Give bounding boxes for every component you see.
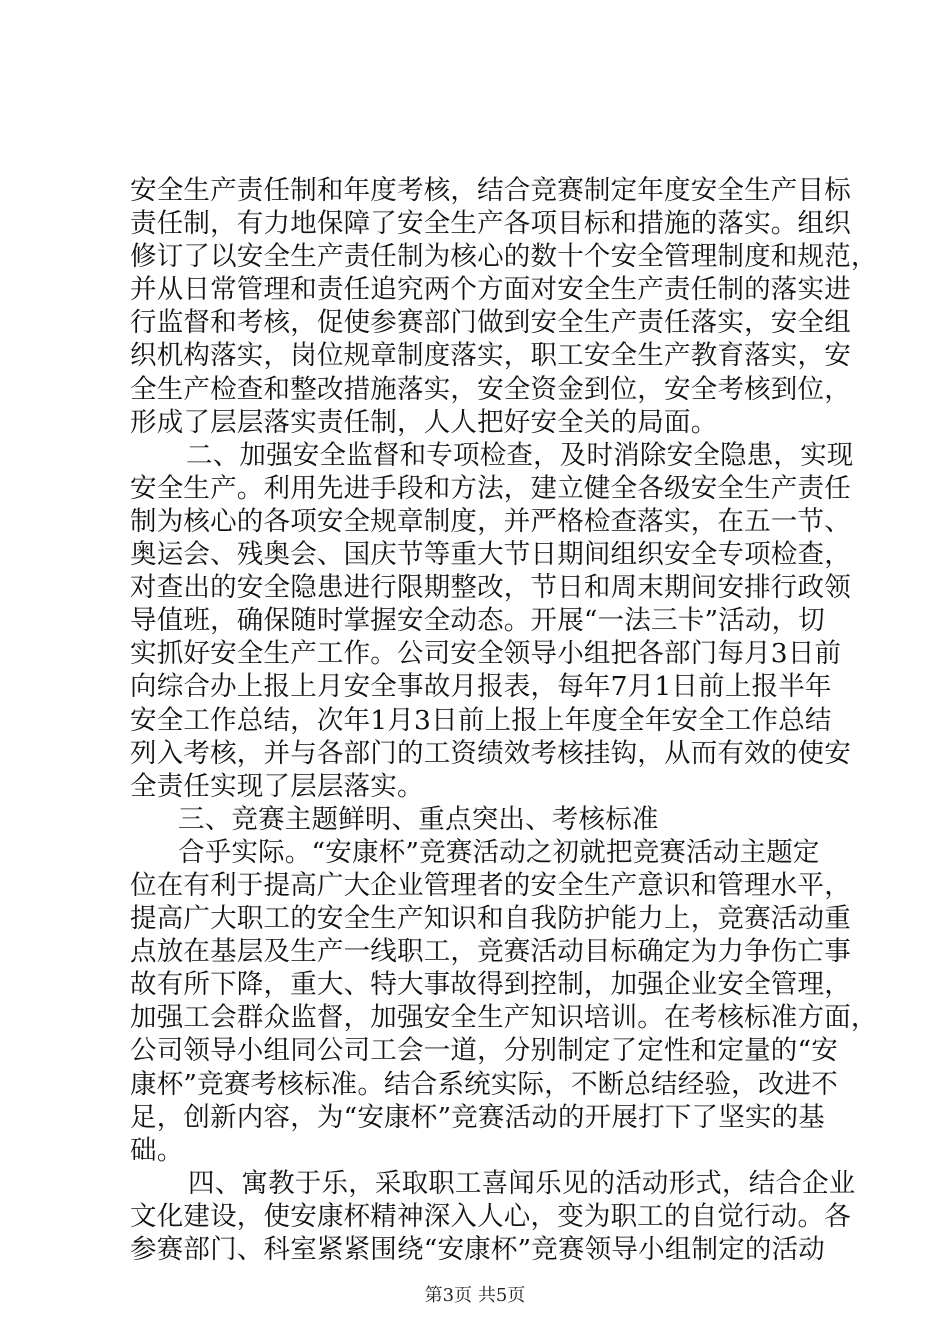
text-line: 础。 [130,1134,184,1166]
text-line: 对查出的安全隐患进行限期整改，节日和周末期间安排行政领 [130,572,851,604]
page-footer [0,1284,950,1308]
text-line: 制为核心的各项安全规章制度，并严格检查落实，在五一节、 [130,505,851,537]
text-line: 奥运会、残奥会、国庆节等重大节日期间组织安全专项检查， [130,539,851,571]
text-line: 行监督和考核，促使参赛部门做到安全生产责任落实，安全组 [130,307,851,339]
text-line: 足，创新内容，为“安康杯”竞赛活动的开展打下了坚实的基 [130,1101,825,1133]
text-line: 全生产检查和整改措施落实，安全资金到位，安全考核到位， [130,373,851,405]
page-number: 第3页 共5页 [424,1285,526,1306]
text-line: 修订了以安全生产责任制为核心的数十个安全管理制度和规范， [130,241,878,273]
section-4-heading-line: 四、寓教于乐，采取职工喜闻乐见的活动形式，结合企业 [188,1167,856,1199]
text-line: 并从日常管理和责任追究两个方面对安全生产责任制的落实进 [130,274,851,306]
text-line: 参赛部门、科室紧紧围绕“安康杯”竞赛领导小组制定的活动 [130,1234,825,1265]
text-line: 实抓好安全生产工作。公司安全领导小组把各部门每月3日前 [130,638,842,670]
text-line: 责任制，有力地保障了安全生产各项目标和措施的落实。组织 [130,208,851,240]
section-2-heading-line: 二、加强安全监督和专项检查，及时消除安全隐患，实现 [186,439,854,471]
text-line: 列入考核，并与各部门的工资绩效考核挂钩，从而有效的使安 [130,737,851,769]
text-line: 位在有利于提高广大企业管理者的安全生产意识和管理水平， [130,869,851,901]
text-line: 文化建设，使安康杯精神深入人心，变为职工的自觉行动。各 [130,1200,851,1232]
text-line: 织机构落实，岗位规章制度落实，职工安全生产教育落实，安 [130,340,851,372]
text-line: 公司领导小组同公司工会一道，分别制定了定性和定量的“安 [130,1035,838,1067]
section-3-heading-line: 三、竞赛主题鲜明、重点突出、考核标准 [178,803,659,835]
text-line: 向综合办上报上月安全事故月报表，每年7月1日前上报半年 [130,671,832,703]
text-line: 提高广大职工的安全生产知识和自我防护能力上，竞赛活动重 [130,903,851,935]
text-line: 全责任实现了层层落实。 [130,770,424,802]
text-line: 加强工会群众监督，加强安全生产知识培训。在考核标准方面， [130,1002,878,1034]
document-body [130,174,878,1266]
text-line: 安全生产责任制和年度考核，结合竞赛制定年度安全生产目标 [130,175,851,206]
text-line: 故有所下降，重大、特大事故得到控制，加强企业安全管理， [130,969,851,1001]
text-line: 安全工作总结，次年1月3日前上报上年度全年安全工作总结 [130,704,832,736]
text-line: 点放在基层及生产一线职工，竞赛活动目标确定为力争伤亡事 [130,936,851,968]
text-line: 导值班，确保随时掌握安全动态。开展“一法三卡”活动，切 [130,605,825,637]
text-line: 形成了层层落实责任制，人人把好安全关的局面。 [130,406,718,438]
text-line: 合乎实际。“安康杯”竞赛活动之初就把竞赛活动主题定 [178,836,820,868]
text-line: 安全生产。利用先进手段和方法，建立健全各级安全生产责任 [130,472,851,504]
text-line: 康杯”竞赛考核标准。结合系统实际，不断总结经验，改进不 [130,1068,838,1100]
